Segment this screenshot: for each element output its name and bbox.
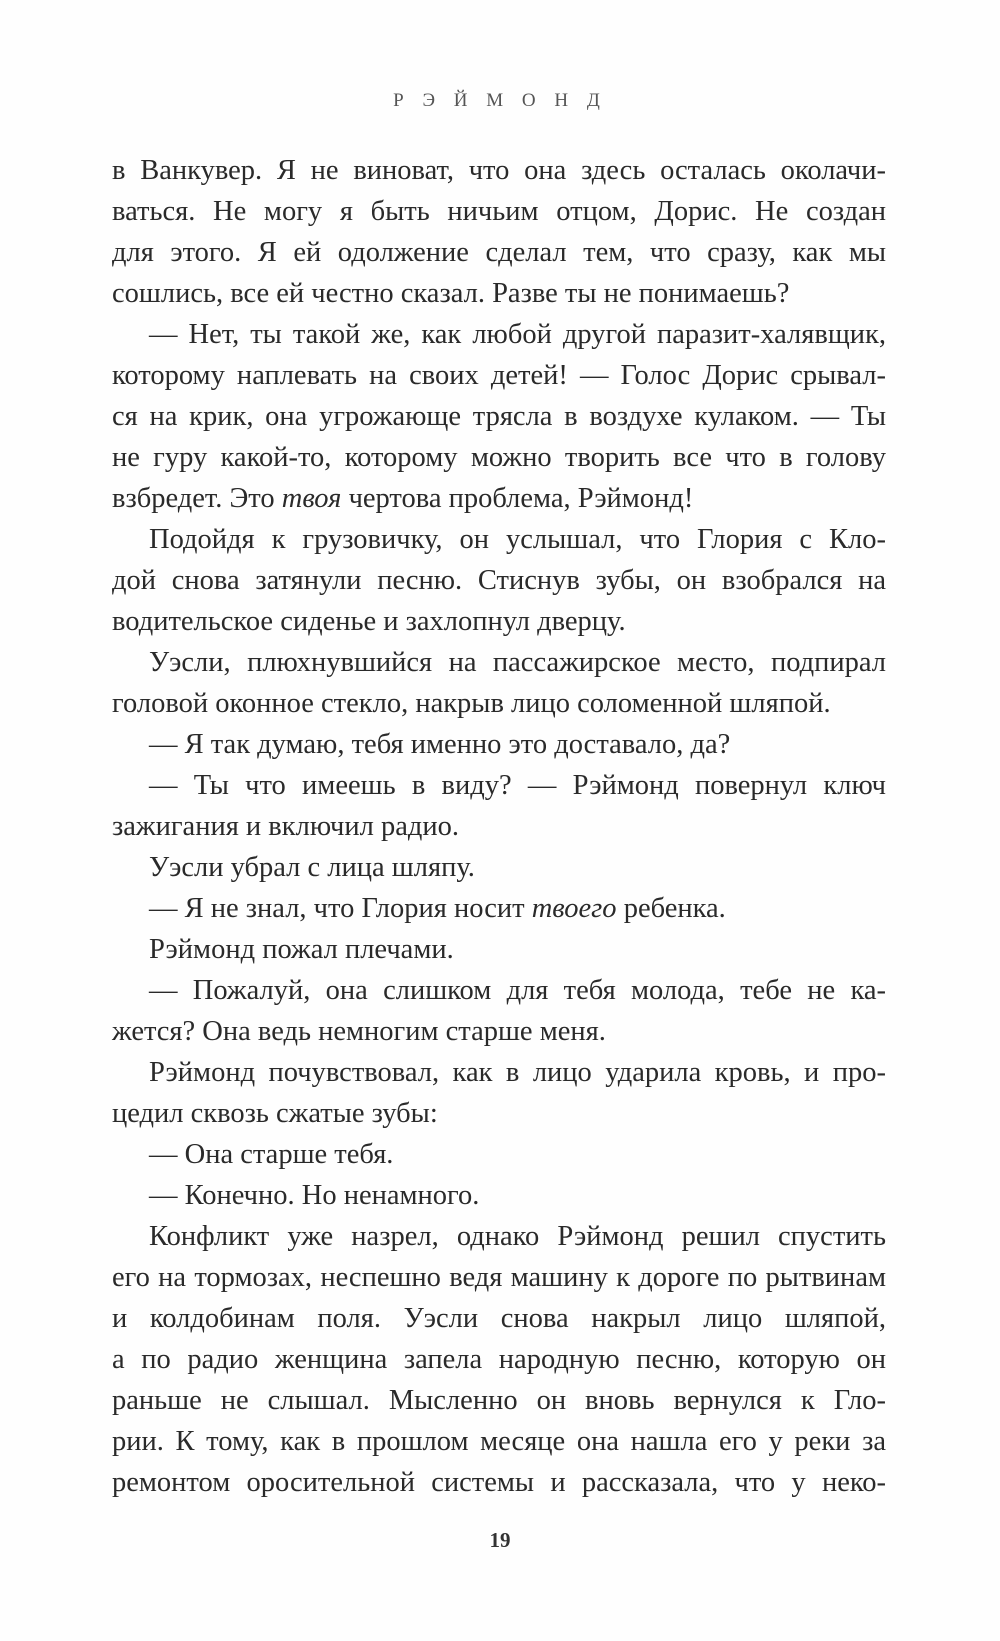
text-line: в Ванкувер. Я не виноват, что она здесь осталась околачи- — [112, 155, 886, 186]
text-line: ваться. Не могу я быть ничьим отцом, Дорис. Не создан — [112, 196, 886, 227]
text-line: его на тормозах, неспешно ведя машину к дороге по рытвинам — [112, 1262, 886, 1293]
text-line: водительское сиденье и захлопнул дверцу. — [112, 606, 626, 637]
text-line: Уэсли, плюхнувшийся на пассажирское место, подпирал — [149, 647, 886, 678]
text-line: — Она старше тебя. — [149, 1139, 394, 1170]
page-number: 19 — [489, 1528, 511, 1552]
text-line: — Нет, ты такой же, как любой другой паразит-халявщик, — [149, 319, 886, 350]
text-line: — Я не знал, что Глория носит твоего ребенка. — [149, 893, 726, 924]
text-line: — Ты что имеешь в виду? — Рэймонд повернул ключ — [149, 770, 886, 801]
text-line: сошлись, все ей честно сказал. Разве ты не понимаешь? — [112, 278, 790, 309]
emphasis: твоего — [531, 893, 617, 924]
text-line: ся на крик, она угрожающе трясла в воздухе кулаком. — Ты — [112, 401, 886, 432]
text-line: зажигания и включил радио. — [112, 811, 459, 842]
text-line: ремонтом оросительной системы и рассказала, что у неко- — [112, 1467, 886, 1498]
text-line: — Я так думаю, тебя именно это доставало, да? — [149, 729, 731, 760]
emphasis: твоя — [281, 483, 342, 514]
text-line: — Конечно. Но ненамного. — [149, 1180, 480, 1211]
text-line: раньше не слышал. Мысленно он вновь вернулся к Гло- — [112, 1385, 886, 1416]
text-line: дой снова затянули песню. Стиснув зубы, он взобрался на — [112, 565, 886, 596]
text-line: и колдобинам поля. Уэсли снова накрыл лицо шляпой, — [112, 1303, 886, 1334]
text-line: Подойдя к грузовичку, он услышал, что Глория с Кло- — [149, 524, 886, 555]
text-line: а по радио женщина запела народную песню, которую он — [112, 1344, 886, 1375]
text-line: рии. К тому, как в прошлом месяце она нашла его у реки за — [112, 1426, 886, 1457]
text-line: для этого. Я ей одолжение сделал тем, что сразу, как мы — [112, 237, 886, 268]
text-line: головой оконное стекло, накрыв лицо соломенной шляпой. — [112, 688, 831, 719]
text-line: не гуру какой-то, которому можно творить все что в голову — [112, 442, 886, 473]
text-line: Конфликт уже назрел, однако Рэймонд решил спустить — [149, 1221, 886, 1252]
text-line: взбредет. Это твоя чертова проблема, Рэймонд! — [112, 483, 694, 514]
text-line: цедил сквозь сжатые зубы: — [112, 1098, 438, 1129]
text-line: жется? Она ведь немногим старше меня. — [112, 1016, 606, 1047]
running-head: Р Э Й М О Н Д — [393, 90, 607, 111]
text-line: Рэймонд почувствовал, как в лицо ударила кровь, и про- — [149, 1057, 886, 1088]
text-line: Рэймонд пожал плечами. — [149, 934, 454, 965]
body-text — [112, 150, 886, 1503]
text-line: Уэсли убрал с лица шляпу. — [149, 852, 475, 883]
text-line: — Пожалуй, она слишком для тебя молода, тебе не ка- — [149, 975, 886, 1006]
text-line: которому наплевать на своих детей! — Голос Дорис срывал- — [112, 360, 886, 391]
